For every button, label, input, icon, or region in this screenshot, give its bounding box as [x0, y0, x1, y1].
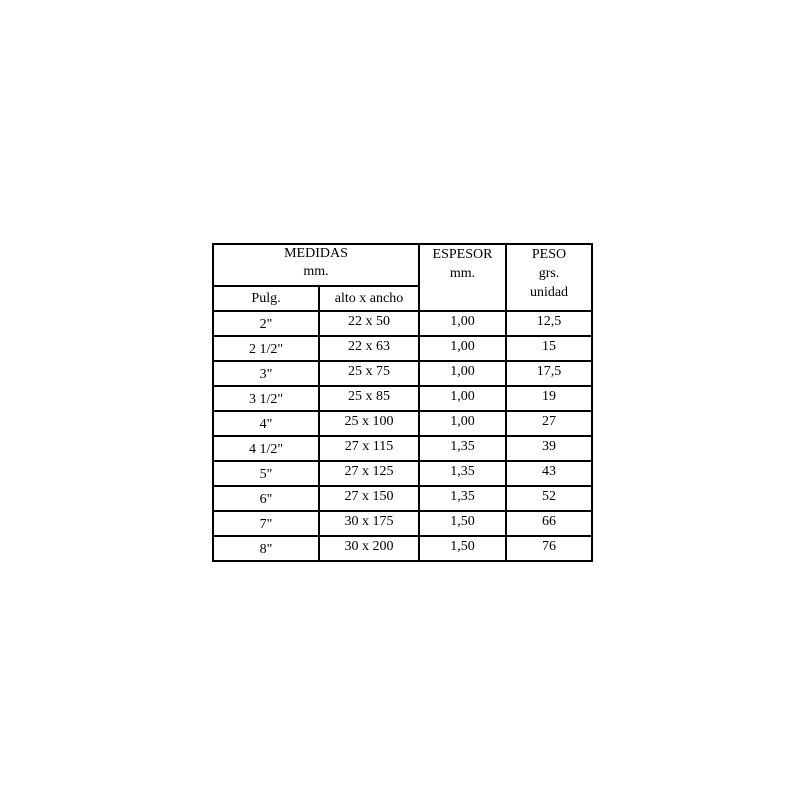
measurements-table	[212, 243, 593, 562]
peso-cell	[506, 461, 592, 486]
alto-ancho-cell-text: 22 x 50	[348, 313, 390, 329]
pulg-cell-text: 7"	[259, 516, 273, 532]
espesor-cell-text: 1,50	[450, 538, 475, 554]
header-row-top	[213, 244, 592, 286]
peso-cell-text: 19	[542, 388, 556, 404]
pulg-cell-text: 5"	[259, 466, 273, 482]
espesor-cell	[419, 311, 506, 336]
peso-cell-text: 76	[542, 538, 556, 554]
pulg-cell-text: 6"	[259, 491, 273, 507]
alto-ancho-header: alto x ancho	[319, 286, 419, 311]
table-row	[213, 361, 592, 386]
peso-unit-grs: grs.	[538, 266, 560, 281]
alto-ancho-cell	[319, 411, 419, 436]
peso-header	[506, 244, 592, 311]
espesor-cell-text: 1,35	[450, 463, 475, 479]
alto-ancho-cell-text: 25 x 100	[344, 413, 394, 429]
pulg-cell	[213, 486, 319, 511]
table-row	[213, 386, 592, 411]
espesor-cell-text: 1,00	[450, 413, 475, 429]
peso-cell-text: 27	[542, 413, 556, 429]
peso-cell	[506, 436, 592, 461]
pulg-cell	[213, 536, 319, 561]
table-row	[213, 411, 592, 436]
espesor-cell	[419, 386, 506, 411]
alto-ancho-cell-text: 22 x 63	[348, 338, 390, 354]
espesor-header	[419, 244, 506, 311]
espesor-cell	[419, 511, 506, 536]
table-row	[213, 461, 592, 486]
pulg-cell	[213, 461, 319, 486]
espesor-cell-text: 1,35	[450, 488, 475, 504]
alto-ancho-cell-text: 27 x 150	[344, 488, 394, 504]
alto-ancho-cell	[319, 461, 419, 486]
alto-ancho-cell	[319, 386, 419, 411]
peso-cell-text: 66	[542, 513, 556, 529]
pulg-cell	[213, 311, 319, 336]
table-row	[213, 436, 592, 461]
pulg-cell	[213, 386, 319, 411]
peso-cell	[506, 511, 592, 536]
alto-ancho-cell	[319, 361, 419, 386]
alto-ancho-cell	[319, 436, 419, 461]
peso-cell	[506, 361, 592, 386]
table-row	[213, 486, 592, 511]
pulg-cell-text: 2"	[259, 316, 273, 332]
espesor-cell	[419, 486, 506, 511]
alto-ancho-cell-text: 25 x 85	[348, 388, 390, 404]
espesor-cell	[419, 411, 506, 436]
pulg-cell	[213, 411, 319, 436]
pulg-cell	[213, 361, 319, 386]
pulg-cell-text: 4 1/2"	[248, 441, 284, 457]
medidas-unit: mm.	[303, 264, 329, 279]
espesor-cell	[419, 536, 506, 561]
espesor-cell-text: 1,00	[450, 313, 475, 329]
espesor-cell-text: 1,00	[450, 338, 475, 354]
peso-cell-text: 12,5	[536, 313, 562, 329]
table-row	[213, 336, 592, 361]
alto-ancho-cell-text: 25 x 75	[348, 363, 390, 379]
pulg-cell-text: 4"	[259, 416, 273, 432]
peso-cell-text: 43	[542, 463, 556, 479]
peso-cell	[506, 486, 592, 511]
peso-cell-text: 17,5	[536, 363, 562, 379]
pulg-cell-text: 3 1/2"	[248, 391, 284, 407]
espesor-cell-text: 1,50	[450, 513, 475, 529]
pulg-cell-text: 2 1/2"	[248, 341, 284, 357]
peso-cell-text: 39	[542, 438, 556, 454]
table-row	[213, 536, 592, 561]
pulg-cell-text: 3"	[259, 366, 273, 382]
peso-title: PESO	[531, 247, 567, 262]
alto-ancho-cell	[319, 336, 419, 361]
espesor-title: ESPESOR	[432, 247, 493, 262]
espesor-cell-text: 1,00	[450, 388, 475, 404]
alto-ancho-cell-text: 30 x 200	[344, 538, 394, 554]
espesor-cell	[419, 336, 506, 361]
peso-cell	[506, 536, 592, 561]
pulg-cell	[213, 436, 319, 461]
pulg-cell	[213, 511, 319, 536]
alto-ancho-cell	[319, 311, 419, 336]
alto-ancho-cell	[319, 486, 419, 511]
espesor-cell-text: 1,35	[450, 438, 475, 454]
espesor-cell	[419, 361, 506, 386]
espesor-cell	[419, 436, 506, 461]
medidas-header	[213, 244, 419, 286]
alto-ancho-cell	[319, 511, 419, 536]
peso-cell	[506, 411, 592, 436]
espesor-cell-text: 1,00	[450, 363, 475, 379]
espesor-unit: mm.	[449, 266, 476, 281]
pulg-header: Pulg.	[213, 286, 319, 311]
peso-unit-unidad: unidad	[529, 285, 569, 300]
medidas-title: MEDIDAS	[284, 246, 348, 261]
pulg-cell	[213, 336, 319, 361]
peso-cell	[506, 311, 592, 336]
table-row	[213, 511, 592, 536]
alto-ancho-cell-text: 27 x 125	[344, 463, 394, 479]
peso-cell-text: 52	[542, 488, 556, 504]
peso-cell-text: 15	[542, 338, 556, 354]
pulg-cell-text: 8"	[259, 541, 273, 557]
peso-cell	[506, 336, 592, 361]
table-row	[213, 311, 592, 336]
espesor-cell	[419, 461, 506, 486]
alto-ancho-cell-text: 30 x 175	[344, 513, 394, 529]
peso-cell	[506, 386, 592, 411]
alto-ancho-cell-text: 27 x 115	[344, 438, 394, 454]
alto-ancho-cell	[319, 536, 419, 561]
